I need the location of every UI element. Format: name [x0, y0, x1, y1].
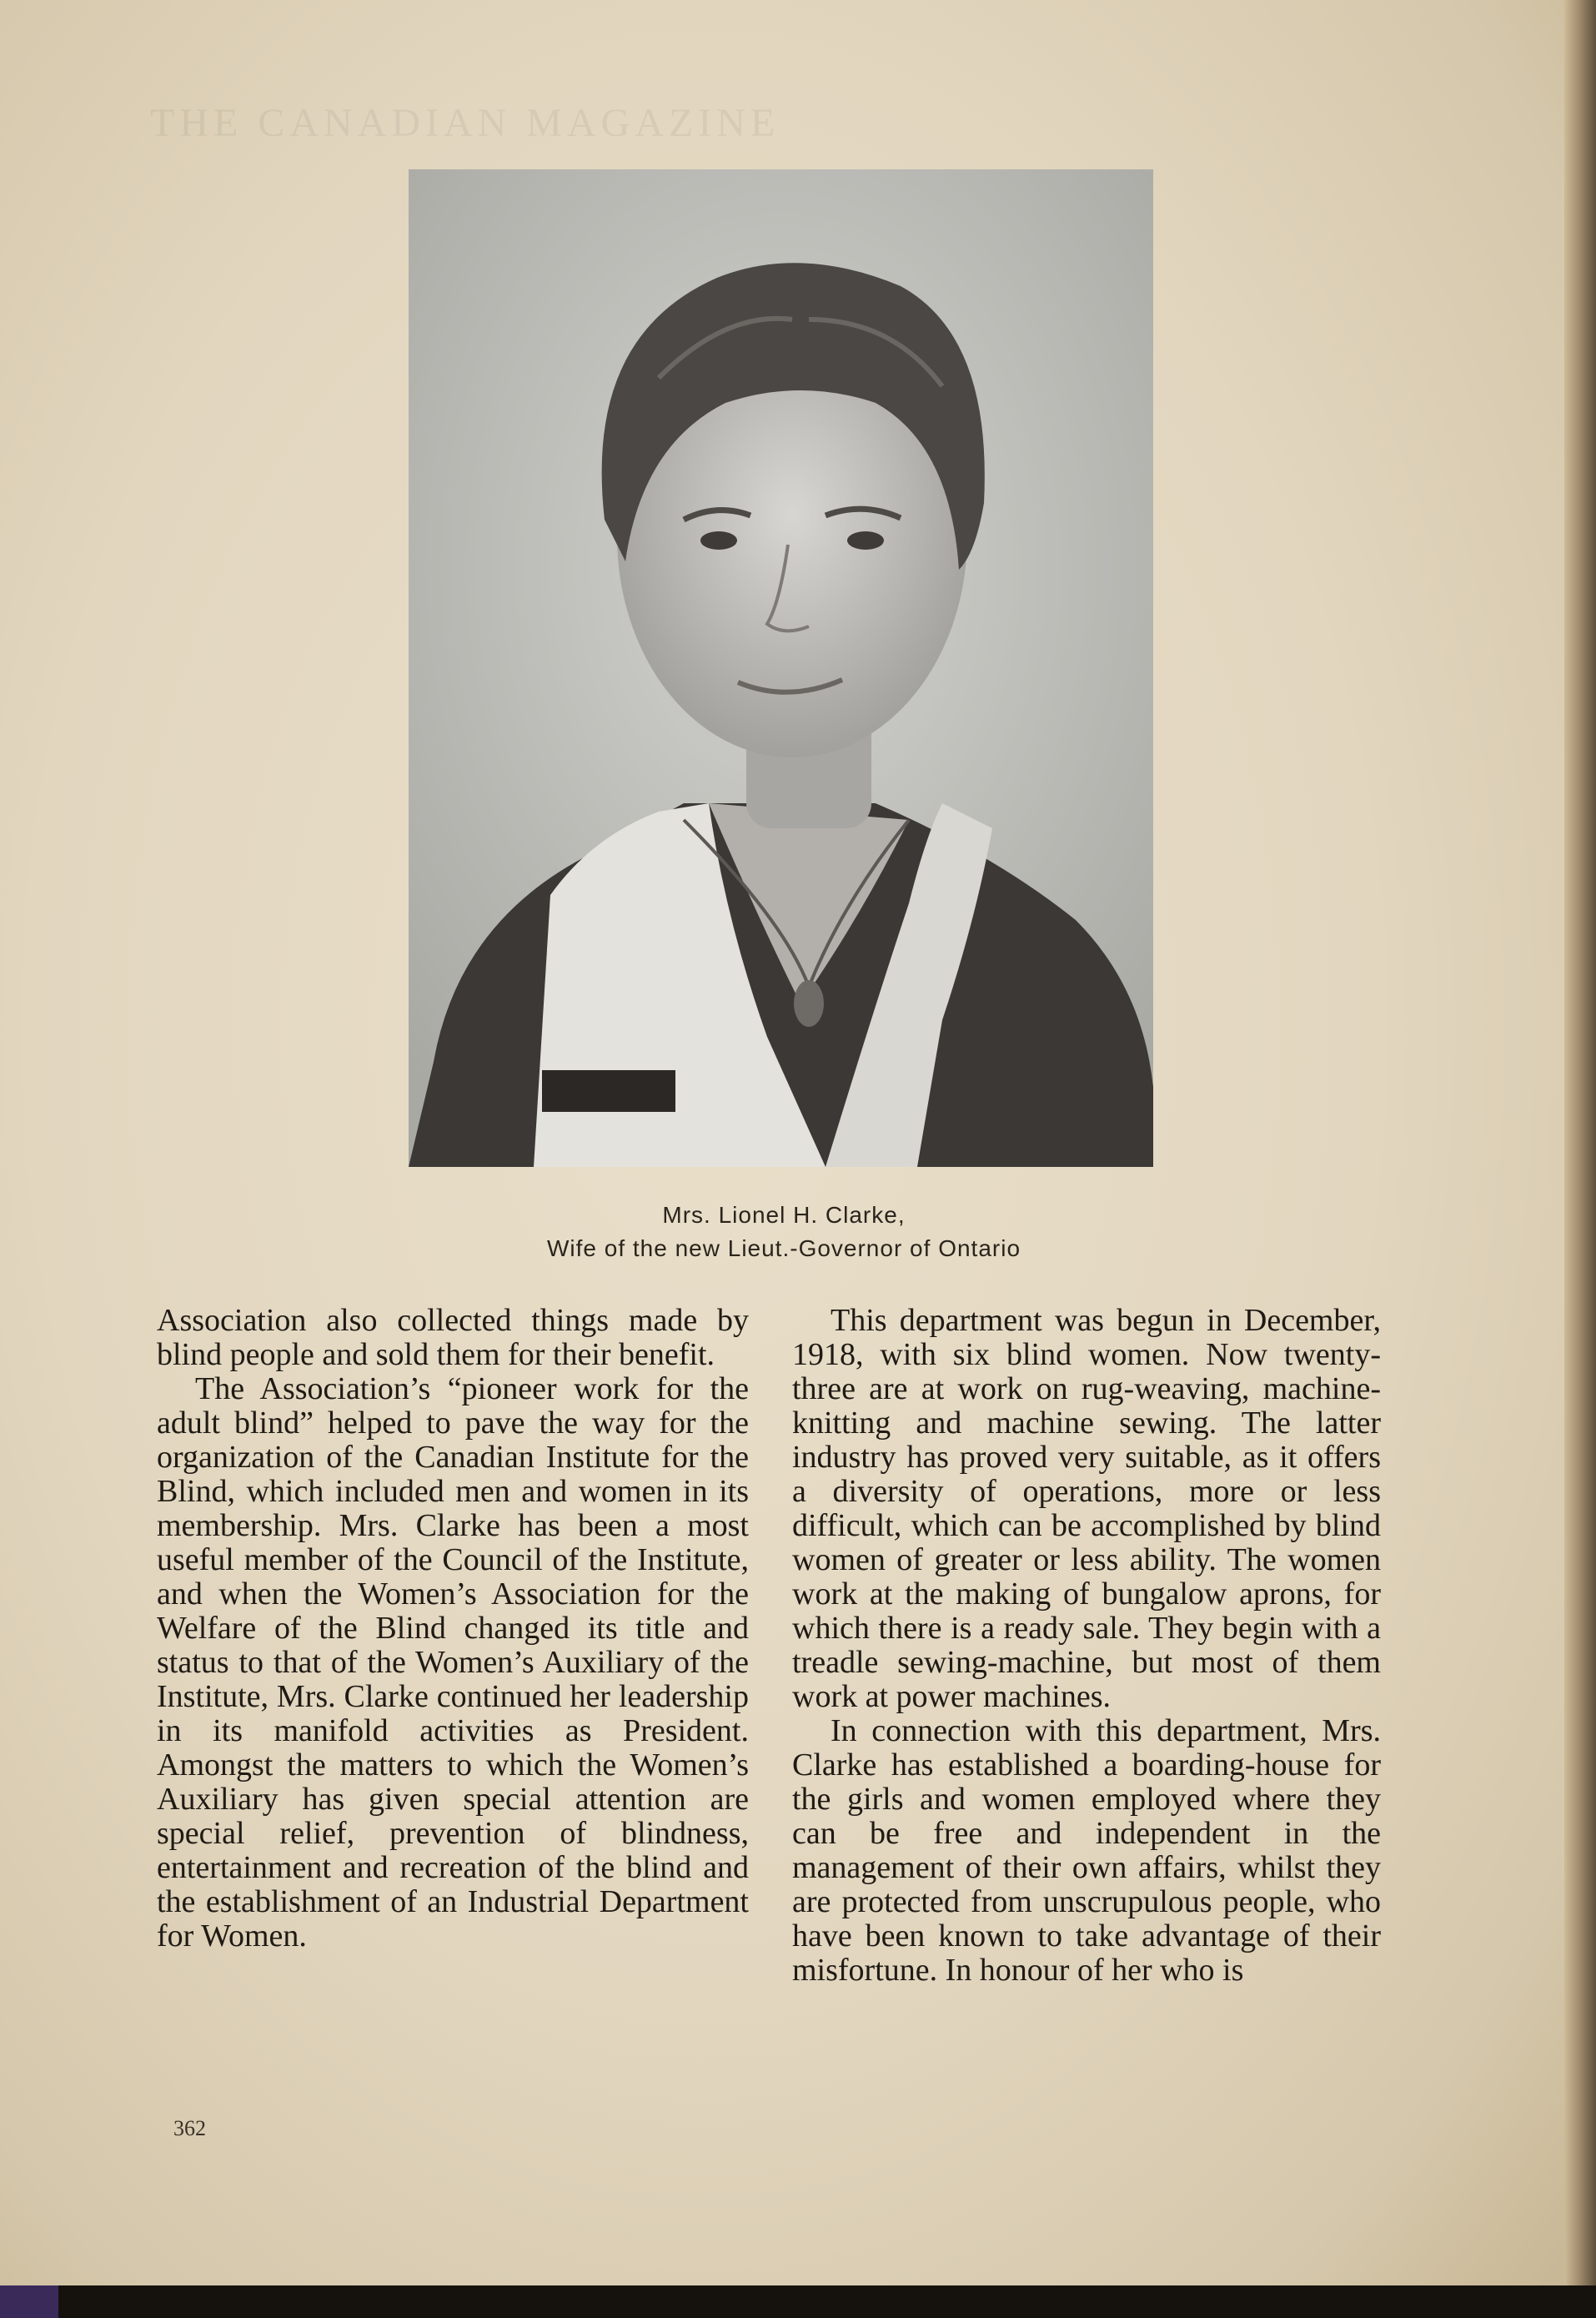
paragraph: In connection with this department, Mrs. Clarke has established a boarding-house for the girls and women employed where they can be free and independent in the management of their own affairs, whilst they are protected from unscrupulous people, who have been known to take advantage of their misfortune. In honour of her who is [792, 1713, 1381, 1988]
paragraph: The Association’s “pioneer work for the adult blind” helped to pave the way for the organization of the Canadian Institute for the Blind, which included men and women in its membership. Mrs. Clarke has been a most useful member of the Council of the Institute, and when the Women’s Association for the Welfare of the Blind changed its title and status to that of the Women’s Auxiliary of the Institute, Mrs. Clarke continued her leadership in its manifold activities as President. Amongst the matters to which the Women’s Auxiliary has given special attention are special relief, prevention of blindness, entertainment and recreation of the blind and the establishment of an Industrial Department for Women. [157, 1371, 749, 1953]
scan-background-band [0, 2285, 1596, 2318]
text-column-right [792, 1304, 1381, 1988]
caption-title: Wife of the new Lieut.-Governor of Ontario [546, 1235, 1021, 1261]
paragraph: This department was begun in December, 1918, with six blind women. Now twenty-three are at work on rug-weaving, machine-knitting and machine sewing. The latter industry has proved very suitable, as it offers a diversity of operations, more or less difficult, which can be accomplished by blind women of greater or less ability. The women work at the making of bungalow aprons, for which there is a ready sale. They begin with a treadle sewing-machine, but most of them work at power machines. [792, 1303, 1381, 1714]
caption-name: Mrs. Lionel H. Clarke, [662, 1202, 906, 1228]
running-head-bleed-through: THE CANADIAN MAGAZINE [150, 101, 780, 145]
page-edge-shadow [1564, 0, 1596, 2318]
portrait-illustration [409, 169, 1153, 1167]
text-column-left [157, 1304, 749, 1953]
portrait-photo [409, 169, 1153, 1167]
page-number: 362 [173, 2116, 206, 2140]
photo-caption [334, 1199, 1234, 1265]
paragraph: Association also collected things made by blind people and sold them for their benefit. [157, 1303, 749, 1372]
scan-cloth-corner [0, 2285, 58, 2318]
